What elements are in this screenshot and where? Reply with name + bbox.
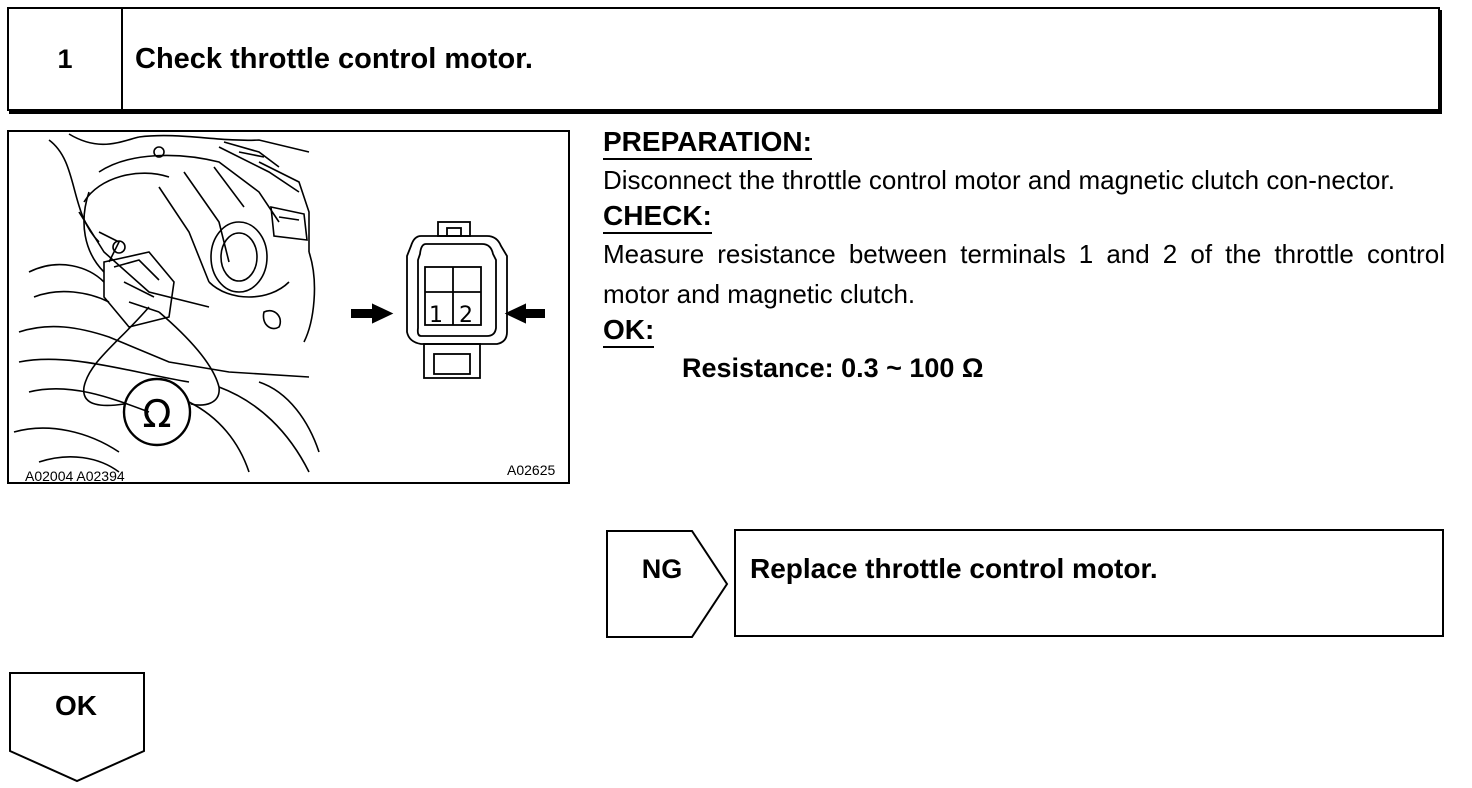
figure-code-left: A02004 A02394 (25, 468, 125, 484)
step-header (7, 7, 1440, 111)
throttle-motor-drawing (9, 132, 568, 482)
ng-action-text: Replace throttle control motor. (750, 553, 1158, 584)
check-heading: CHECK: (603, 200, 712, 234)
procedure-text (603, 126, 1445, 388)
check-text: Measure resistance between terminals 1 and 2 of the throttle control motor and magnetic clutch. (603, 239, 1445, 309)
ok-heading: OK: (603, 314, 654, 348)
preparation-text: Disconnect the throttle control motor and magnetic clutch con-nector. (603, 165, 1395, 195)
terminal-2-label: 2 (459, 303, 473, 328)
terminal-1-label: 1 (429, 303, 443, 328)
step-number: 1 (9, 9, 123, 109)
step-title: Check throttle control motor. (135, 42, 533, 75)
ohmmeter-symbol: Ω (142, 392, 172, 436)
ng-action-box (734, 529, 1444, 637)
ok-label: OK (55, 690, 97, 721)
resistance-spec: Resistance: 0.3 ~ 100 Ω (682, 353, 984, 383)
ng-label: NG (641, 553, 683, 584)
preparation-heading: PREPARATION: (603, 126, 812, 160)
ok-arrow-shape (9, 672, 147, 784)
figure-code-right: A02625 (507, 462, 556, 478)
connector-illustration (7, 130, 570, 484)
